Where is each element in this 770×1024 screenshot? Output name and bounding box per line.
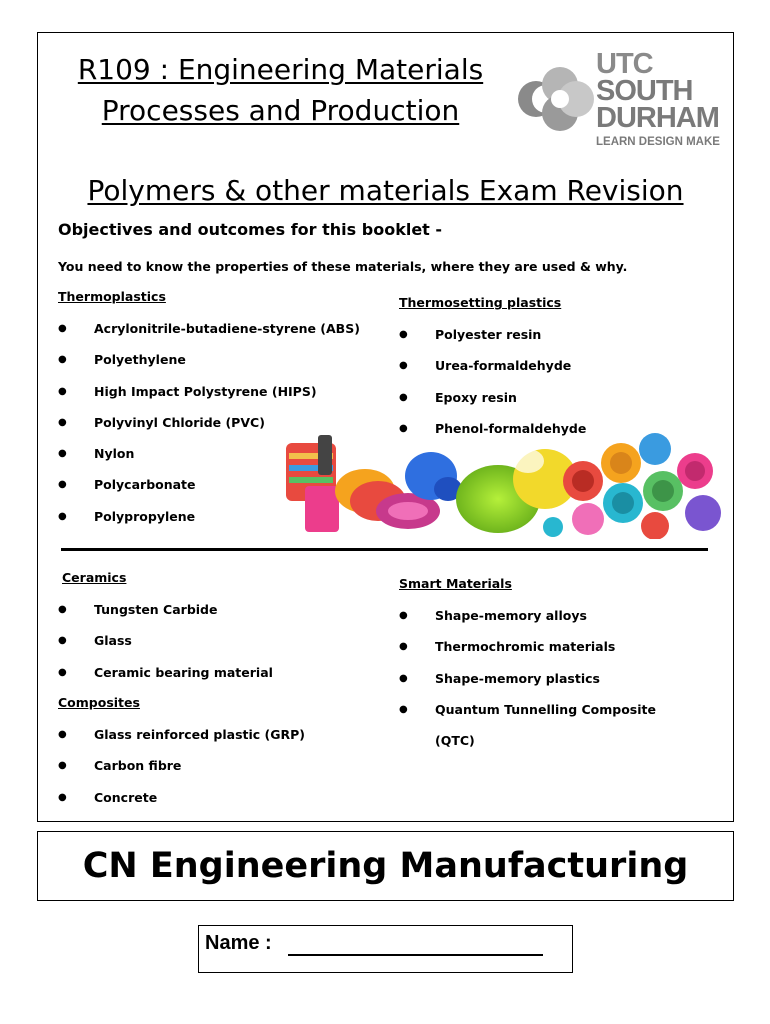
thermosetting-heading: Thermosetting plastics: [399, 295, 562, 310]
list-item: ● Phenol-formaldehyde: [399, 420, 587, 436]
composites-list: [58, 727, 305, 821]
list-item: ● Carbon fibre: [58, 758, 182, 774]
logo-text-durham: DURHAM: [596, 102, 719, 134]
school-logo: [516, 49, 726, 149]
list-item: (QTC): [435, 733, 475, 749]
list-item: ● Tungsten Carbide: [58, 602, 218, 617]
course-title-line1: R109 : Engineering Materials: [77, 53, 484, 86]
name-label: Name :: [205, 932, 272, 954]
list-item: ● Polycarbonate: [58, 477, 196, 493]
list-item: ● Polyester resin: [399, 327, 542, 342]
list-item: ● Shape-memory plastics: [399, 670, 600, 686]
smart-materials-list: [399, 608, 656, 764]
cover-panel: [37, 32, 734, 822]
name-write-line[interactable]: [288, 954, 543, 956]
ceramics-heading: Ceramics: [62, 570, 127, 585]
course-title-line2: Processes and Production: [101, 94, 460, 127]
list-item: ● Nylon: [58, 446, 135, 462]
utc-logo-circles-icon: [516, 63, 598, 135]
section-divider: [61, 548, 708, 551]
list-item: ● Polypropylene: [58, 508, 196, 524]
logo-tagline: LEARN DESIGN MAKE: [596, 136, 720, 148]
intro-text: You need to know the properties of these materials, where they are used & why.: [58, 259, 628, 274]
list-item: ● Concrete: [58, 789, 158, 805]
list-item: ● Epoxy resin: [399, 389, 517, 405]
logo-text-south: SOUTH: [596, 75, 693, 107]
plastic-products-photo: [283, 431, 728, 539]
list-item: ● Polyvinyl Chloride (PVC): [58, 414, 265, 430]
list-item: ● Polyethylene: [58, 352, 186, 368]
list-item: ● Shape-memory alloys: [399, 608, 587, 623]
footer-banner: [37, 831, 734, 901]
composites-heading: Composites: [58, 695, 140, 710]
footer-title: CN Engineering Manufacturing: [82, 846, 689, 886]
list-item: ● Thermochromic materials: [399, 639, 616, 655]
course-title: [68, 49, 493, 131]
name-field[interactable]: [198, 925, 573, 973]
list-item: ● Quantum Tunnelling Composite: [399, 701, 656, 717]
list-item: ● Glass: [58, 633, 132, 649]
list-item: ● Glass reinforced plastic (GRP): [58, 727, 306, 742]
booklet-title: Polymers & other materials Exam Revision: [87, 174, 684, 207]
list-item: ● High Impact Polystyrene (HIPS): [58, 383, 317, 399]
list-item: ● Acrylonitrile-butadiene-styrene (ABS): [58, 321, 360, 336]
ceramics-list: [58, 602, 273, 696]
smart-materials-heading: Smart Materials: [399, 576, 512, 591]
thermoplastics-heading: Thermoplastics: [58, 289, 166, 304]
objectives-heading: Objectives and outcomes for this booklet -: [58, 220, 443, 239]
logo-text-utc: UTC: [596, 48, 653, 80]
list-item: ● Ceramic bearing material: [58, 664, 273, 680]
list-item: ● Urea-formaldehyde: [399, 358, 572, 374]
